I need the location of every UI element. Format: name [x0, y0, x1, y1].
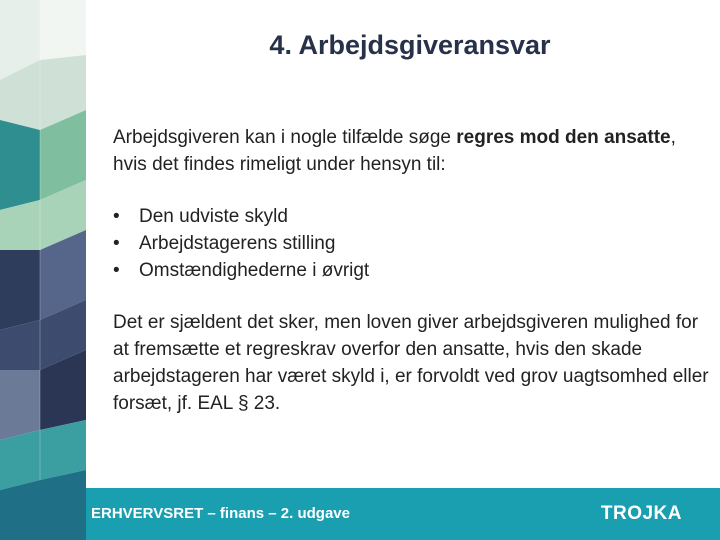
intro-text-end: , hvis det findes rimeligt under hensyn til:	[113, 127, 676, 175]
bullet-item: • Den udviste skyld	[113, 203, 713, 230]
bullet-item: • Arbejdstagerens stilling	[113, 230, 713, 257]
closing-paragraph: Det er sjældent det sker, men loven giver arbejdsgiveren mulighed for at fremsætte et regreskrav overfor den ansatte, hvis den skade arbejdstageren har været skyld i, er forvoldt ved grov uagtsomhed eller forsæt, jf. EAL § 23.	[113, 312, 709, 414]
intro-paragraph	[113, 124, 713, 178]
cube-pattern-graphic	[0, 0, 86, 540]
slide-body	[113, 124, 713, 417]
intro-text-start: Arbejdsgiveren kan i nogle tilfælde søge	[113, 127, 457, 148]
intro-text-bold: regres mod den ansatte	[456, 127, 671, 148]
bullet-list	[113, 203, 713, 284]
bullet-item: • Omstændighederne i øvrigt	[113, 257, 713, 284]
footer-bar	[86, 488, 720, 540]
trojka-logo: TROJKA	[600, 503, 682, 524]
slide-title: 4. Arbejdsgiveransvar	[269, 30, 551, 60]
decorative-cube-pattern	[0, 0, 86, 540]
footer-caption: ERHVERVSRET – finans – 2. udgave	[91, 505, 350, 522]
